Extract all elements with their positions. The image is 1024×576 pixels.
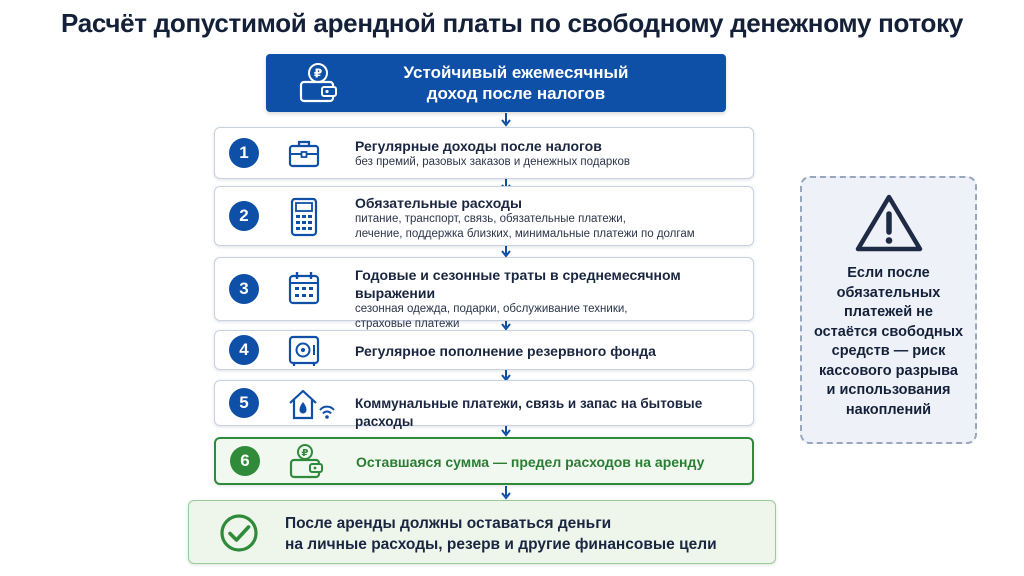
wallet-ruble-icon	[296, 62, 340, 104]
warning-text-line: платежей не	[844, 304, 933, 320]
step-number: 4	[229, 335, 259, 365]
wallet-ruble-icon	[288, 443, 324, 481]
conclusion-line2: на личные расходы, резерв и другие финансовые цели	[285, 536, 717, 553]
step-heading: Обязательные расходы	[355, 195, 522, 211]
arrow-down-icon	[499, 244, 513, 258]
safe-icon	[287, 334, 321, 368]
step-description: без премий, разовых заказов и денежных подарков	[355, 156, 630, 168]
house-wifi-icon	[287, 385, 337, 423]
svg-text:₽: ₽	[301, 448, 309, 459]
step-2-box	[214, 186, 754, 246]
conclusion-box	[188, 500, 776, 564]
step-1-box	[214, 127, 754, 179]
step-number: 6	[230, 446, 260, 476]
step-4-box	[214, 330, 754, 370]
step-3-box	[214, 257, 754, 330]
step-6-box	[214, 437, 754, 485]
warning-text-line: и использования	[826, 382, 951, 398]
warning-triangle-icon	[854, 192, 924, 254]
step-5-box	[214, 380, 754, 429]
warning-text-line: обязательных	[836, 284, 941, 301]
page-title: Расчёт допустимой арендной платы по свободному денежному потоку	[61, 8, 963, 38]
svg-text:₽: ₽	[313, 66, 323, 81]
warning-text-line: средств — риск	[831, 343, 946, 359]
step-heading: Коммунальные платежи, связь и запас на бытовые расходы	[355, 396, 703, 429]
step-description: сезонная одежда, подарки, обслуживание техники,	[355, 303, 628, 315]
income-header-line1: Устойчивый ежемесячный	[403, 63, 629, 82]
step-number: 5	[229, 388, 259, 418]
step-heading: Оставшаяся сумма — предел расходов на аренду	[356, 454, 705, 470]
arrow-down-icon	[499, 113, 513, 127]
step-heading: Регулярное пополнение резервного фонда	[355, 343, 656, 359]
step-number: 3	[229, 274, 259, 304]
step-heading: Годовые и сезонные траты в среднемесячном выражении	[355, 267, 681, 301]
arrow-down-icon	[499, 486, 513, 500]
check-circle-icon	[219, 513, 259, 553]
calculator-icon	[287, 197, 321, 237]
warning-text-line: остаётся свободных	[813, 323, 964, 340]
income-header-box	[266, 54, 726, 112]
briefcase-icon	[287, 137, 321, 171]
warning-text-line: кассового разрыва	[819, 362, 958, 379]
step-description: лечение, поддержка близких, минимальные платежи по долгам	[355, 228, 695, 240]
step-description: страховые платежи	[355, 318, 460, 330]
step-heading: Регулярные доходы после налогов	[355, 138, 602, 154]
warning-box	[800, 176, 977, 444]
warning-text-line: Если после	[847, 265, 930, 281]
step-number: 2	[229, 201, 259, 231]
warning-text-line: накоплений	[845, 401, 932, 418]
calendar-icon	[287, 270, 321, 306]
conclusion-line1: После аренды должны оставаться деньги	[285, 515, 612, 532]
step-description: питание, транспорт, связь, обязательные платежи,	[355, 213, 626, 225]
step-number: 1	[229, 138, 259, 168]
income-header-line2: доход после налогов	[426, 84, 606, 103]
